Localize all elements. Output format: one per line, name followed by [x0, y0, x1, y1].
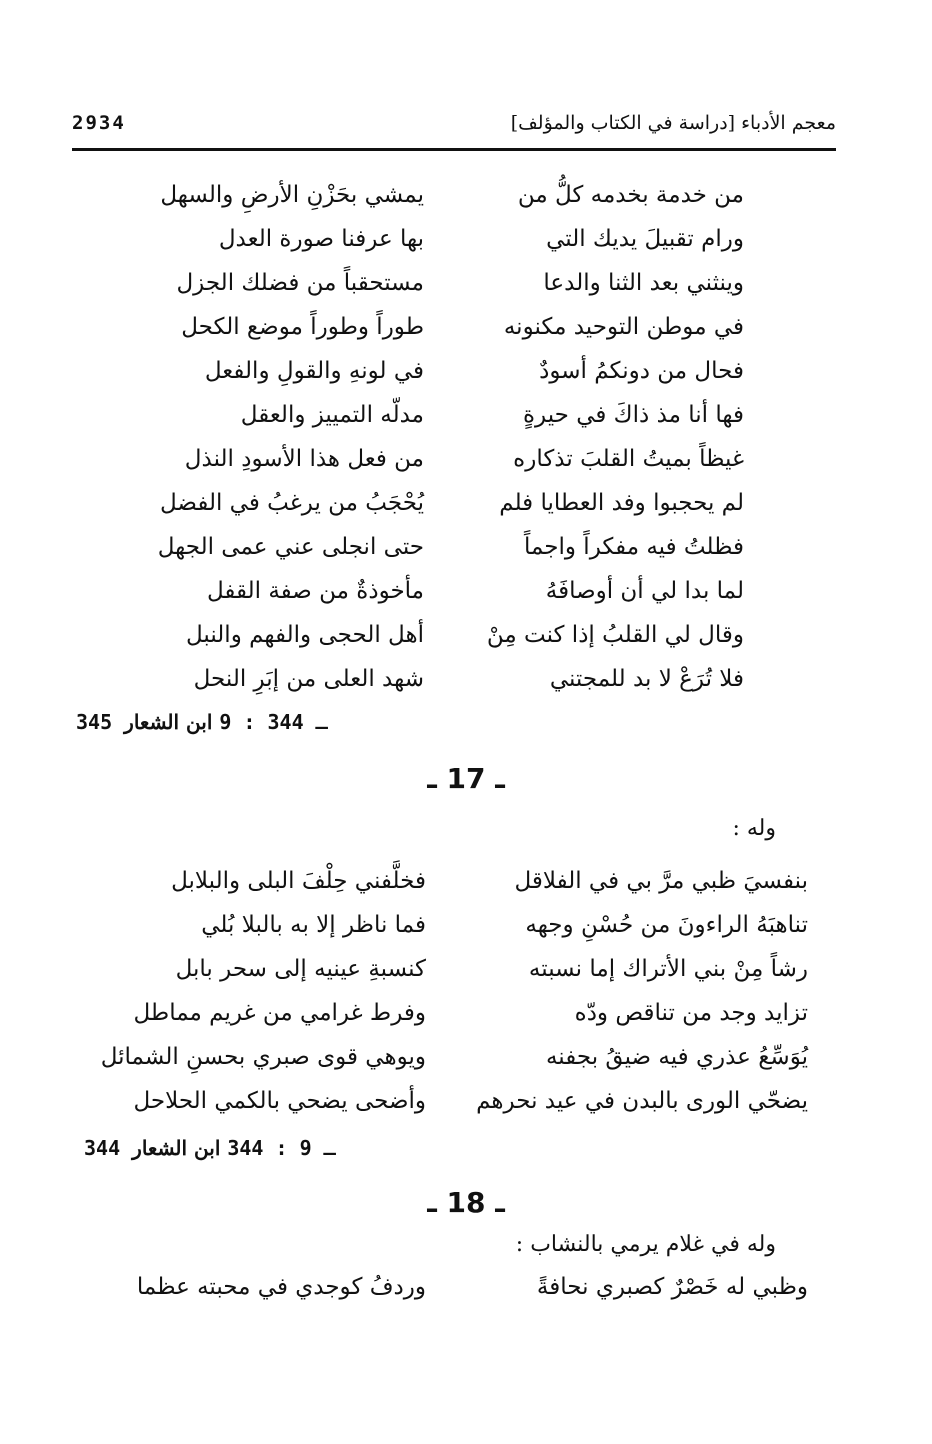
verse: [0, 490, 932, 534]
verse: [0, 956, 932, 1000]
verse-first-hemistich: لما بدا لي أن أوصافَهُ: [545, 578, 744, 604]
verse: [0, 446, 932, 490]
verse-second-hemistich: كنسبةِ عينيه إلى سحر بابل: [175, 956, 426, 982]
page-number: 2934: [72, 112, 126, 134]
verse: [0, 912, 932, 956]
section-intro: وله في غلام يرمي بالنشاب :: [515, 1232, 776, 1257]
verse-second-hemistich: مأخوذةٌ من صفة القفل: [206, 578, 424, 604]
verse: [0, 622, 932, 666]
verse-first-hemistich: من خدمة بخدمه كلُّ من: [517, 182, 744, 208]
verse-first-hemistich: يُوَسِّعُ عذري فيه ضيقُ بجفنه: [545, 1044, 808, 1070]
verse-second-hemistich: مدلّه التمييز والعقل: [240, 402, 424, 428]
verse-second-hemistich: فخلَّفني حِلْفَ البلى والبلابل: [171, 868, 426, 894]
source-name: ابن الشعار: [132, 1136, 221, 1160]
source-citation: [84, 1136, 336, 1160]
section-number: ـ 18 ـ: [427, 1186, 505, 1219]
verse: [0, 358, 932, 402]
verse-second-hemistich: أهل الحجى والفهم والنبل: [186, 622, 424, 648]
verse-second-hemistich: ويوهي قوى صبري بحسنِ الشمائل: [100, 1044, 426, 1070]
verse-second-hemistich: في لونهِ والقولِ والفعل: [204, 358, 424, 384]
running-title: معجم الأدباء [دراسة في الكتاب والمؤلف]: [510, 112, 836, 134]
verse: [0, 868, 932, 912]
verse-first-hemistich: وظبي له خَصْرٌ كصبري نحافةً: [536, 1274, 808, 1300]
verse-first-hemistich: في موطن التوحيد مكنونه: [503, 314, 744, 340]
verse: [0, 534, 932, 578]
source-reference: 344 ـ 9 : 344: [84, 1136, 336, 1160]
verse: [0, 314, 932, 358]
verse-first-hemistich: فحال من دونكمُ أسودٌ: [539, 358, 744, 384]
verse-first-hemistich: لم يحجبوا وفد العطايا فلم: [499, 490, 744, 516]
verse: [0, 226, 932, 270]
header-rule: [72, 148, 836, 151]
source-reference: 345 ـ 344 : 9: [76, 710, 328, 734]
verse-second-hemistich: يُحْجَبُ من يرغبُ في الفضل: [159, 490, 424, 516]
verse-second-hemistich: فما ناظر إلا به بالبلا بُلي: [201, 912, 426, 938]
verse: [0, 1274, 932, 1318]
verse-first-hemistich: ورام تقبيلَ يديك التي: [546, 226, 744, 252]
verse-second-hemistich: من فعل هذا الأسودِ النذل: [184, 446, 424, 472]
verse-second-hemistich: وردفُ كوجدي في محبته عظما: [136, 1274, 426, 1300]
verse-first-hemistich: تناهبَهُ الراءونَ من حُسْنِ وجهه: [525, 912, 808, 938]
verse: [0, 1044, 932, 1088]
verse: [0, 182, 932, 226]
verse-first-hemistich: رشاً مِنْ بني الأتراك إما نسبته: [528, 956, 808, 982]
verse-second-hemistich: وأضحى يضحي بالكمي الحلاحل: [133, 1088, 426, 1114]
verse-first-hemistich: يضحّي الورى بالبدن في عيد نحرهم: [476, 1088, 808, 1114]
verse-second-hemistich: حتى انجلى عني عمى الجهل: [157, 534, 424, 560]
section-number: ـ 17 ـ: [427, 762, 505, 795]
verse: [0, 578, 932, 622]
verse: [0, 1088, 932, 1132]
verse-second-hemistich: مستحقباً من فضلك الجزل: [176, 270, 424, 296]
source-name: ابن الشعار: [124, 710, 213, 734]
verse-first-hemistich: غيظاً بميتُ القلبَ تذكاره: [513, 446, 744, 472]
verse: [0, 270, 932, 314]
verse-first-hemistich: وينثني بعد الثنا والدعا: [543, 270, 744, 296]
verse: [0, 402, 932, 446]
verse-second-hemistich: طوراً وطوراً موضع الكحل: [181, 314, 424, 340]
verse-first-hemistich: فظلتُ فيه مفكراً واجماً: [523, 534, 744, 560]
verse-first-hemistich: تزايد وجد من تناقص ودّه: [574, 1000, 808, 1026]
page-header: [72, 112, 836, 146]
verse-first-hemistich: فلا تُرَعْ لا بد للمجتني: [549, 666, 744, 692]
verse-second-hemistich: وفرط غرامي من غريم مماطل: [133, 1000, 426, 1026]
verse-second-hemistich: بها عرفنا صورة العدل: [218, 226, 424, 252]
verse-first-hemistich: فها أنا مذ ذاكَ في حيرةٍ: [522, 402, 744, 428]
verse-first-hemistich: بنفسيَ ظبي مرَّ بي في الفلاقل: [514, 868, 808, 894]
verse-first-hemistich: وقال لي القلبُ إذا كنت مِنْ: [486, 622, 744, 648]
section-intro: وله :: [732, 816, 776, 841]
verse-second-hemistich: يمشي بحَزْنِ الأرضِ والسهل: [160, 182, 424, 208]
verse: [0, 1000, 932, 1044]
verse-second-hemistich: شهد العلى من إبَرِ النحل: [193, 666, 424, 692]
verse: [0, 666, 932, 710]
source-citation: [76, 710, 328, 734]
